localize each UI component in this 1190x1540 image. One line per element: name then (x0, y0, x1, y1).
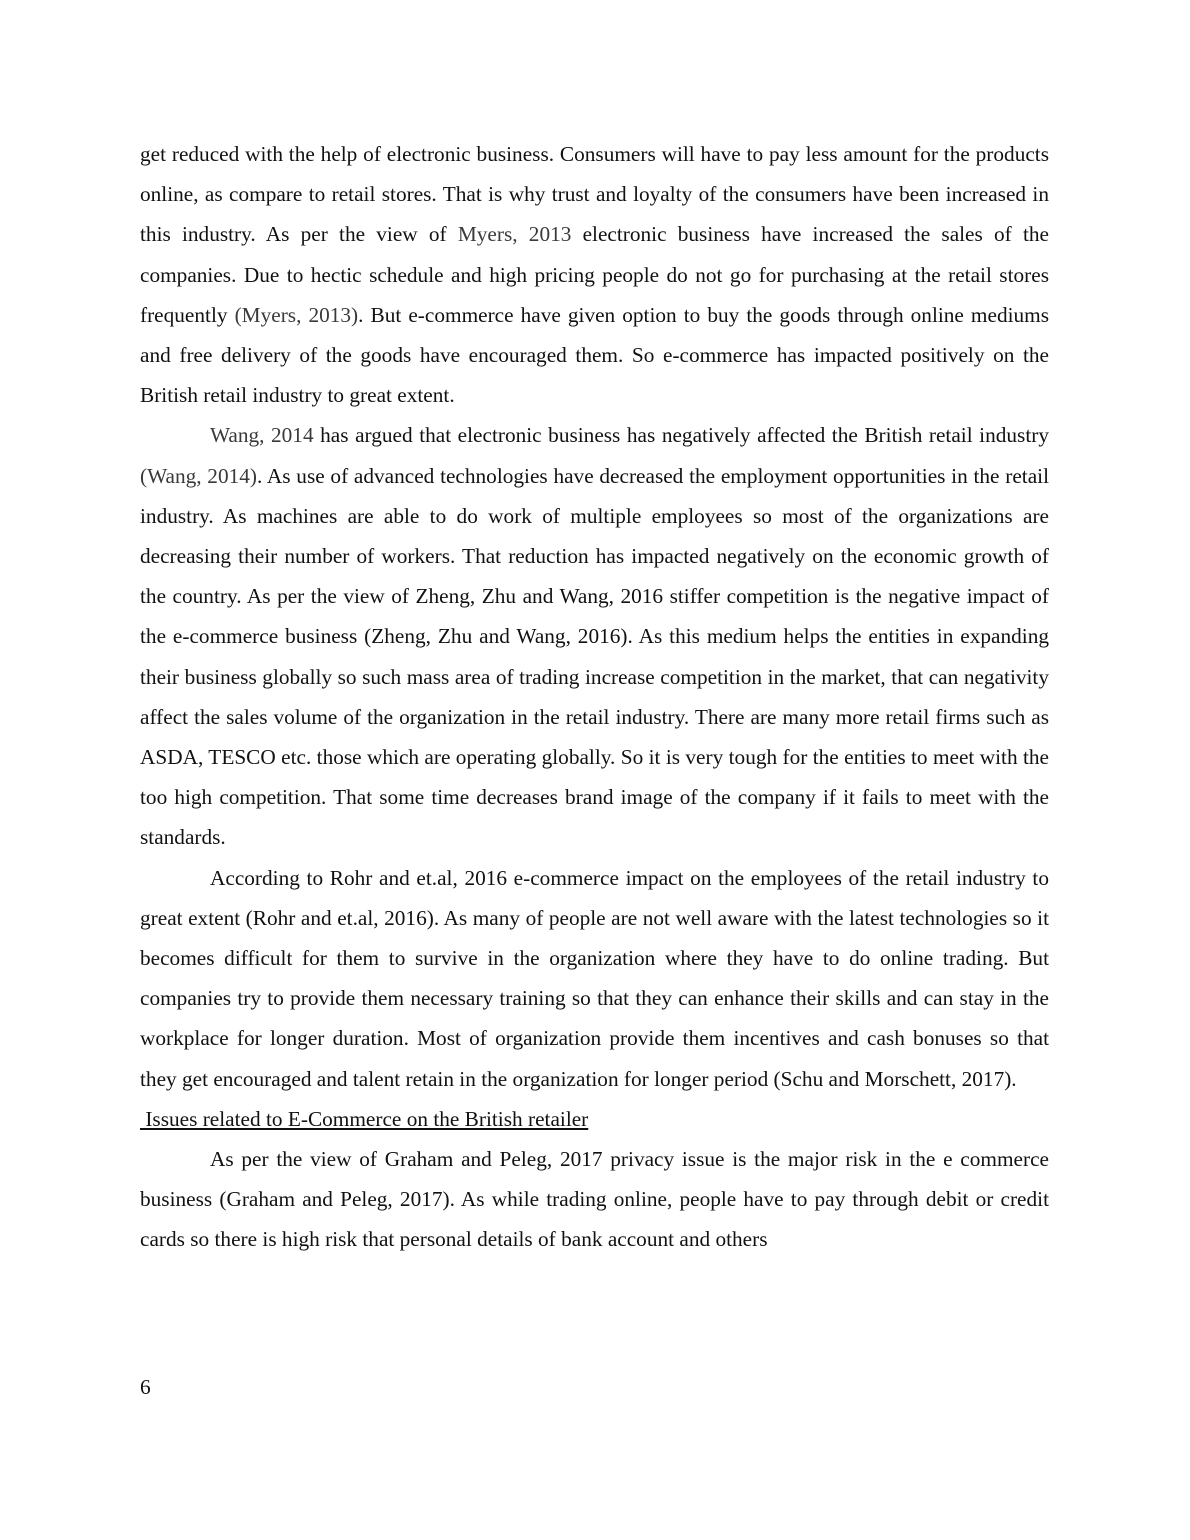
text-run: According to Rohr and et.al, 2016 e-commerce impact on the employees of the retail industry to great extent (Rohr and et.al, 2016). As many of people are not well aware with the latest technologies so it becomes difficult for them to survive in the organization where they have to do online trading. But companies try to provide them necessary training so that they can enhance their skills and can stay in the workplace for longer duration. Most of organization provide them incentives and cash bonuses so that they get encouraged and talent retain in the organization for longer period (Schu and Morschett, 2017). (140, 865, 1049, 1091)
paragraph-2 (140, 415, 1049, 857)
section-heading: Issues related to E-Commerce on the British retailer (140, 1106, 589, 1131)
paragraph-4: As per the view of Graham and Peleg, 2017 privacy issue is the major risk in the e commerce business (Graham and Peleg, 2017). As while trading online, people have to pay through debit or credit cards so there is high risk that personal details of bank account and others (140, 1147, 1049, 1252)
page-number: 6 (140, 1375, 151, 1399)
citation: (Myers, 2013) (234, 302, 359, 327)
paragraph-1 (140, 134, 1049, 415)
text-run: . As use of advanced technologies have decreased the employment opportunities in the retail industry. As machines are able to do work of multiple employees so most of the organizations are decreasing their number of workers. That reduction has impacted negatively on the economic growth of the country. As per the view of Zheng, Zhu and Wang, 2016 stiffer competition is the negative impact of the e-commerce business (Zheng, Zhu and Wang, 2016). As this medium helps the entities in expanding their business globally so such mass area of trading increase competition in the market, that can negativity affect the sales volume of the organization in the retail industry. There are many more retail firms such as ASDA, TESCO etc. those which are operating globally. So it is very tough for the entities to meet with the too high competition. That some time decreases brand image of the company if it fails to meet with the standards. (140, 463, 1049, 850)
paragraph-3 (140, 858, 1049, 1099)
text-run: . But e-commerce have given option to buy the goods through online mediums and free delivery of the goods have encouraged them. So e-commerce has impacted positively on the British retail industry to great extent. (140, 302, 1050, 408)
text-run: electronic business have increased the sales of the companies. Due to hectic schedule and high pricing people do not go for purchasing at the retail stores frequently (140, 222, 1049, 327)
citation: Myers, 2013 (457, 222, 572, 247)
citation: (Wang, 2014) (140, 463, 257, 488)
citation: Wang, 2014 (210, 423, 314, 448)
document-body (140, 134, 1049, 1260)
text-run: get reduced with the help of electronic business. Consumers will have to pay less amount for the products online, as compare to retail stores. That is why trust and loyalty of the consumers have been increased in this industry. As per the view of (140, 142, 1049, 247)
text-run: has argued that electronic business has negatively affected the British retail industry (313, 423, 1049, 448)
